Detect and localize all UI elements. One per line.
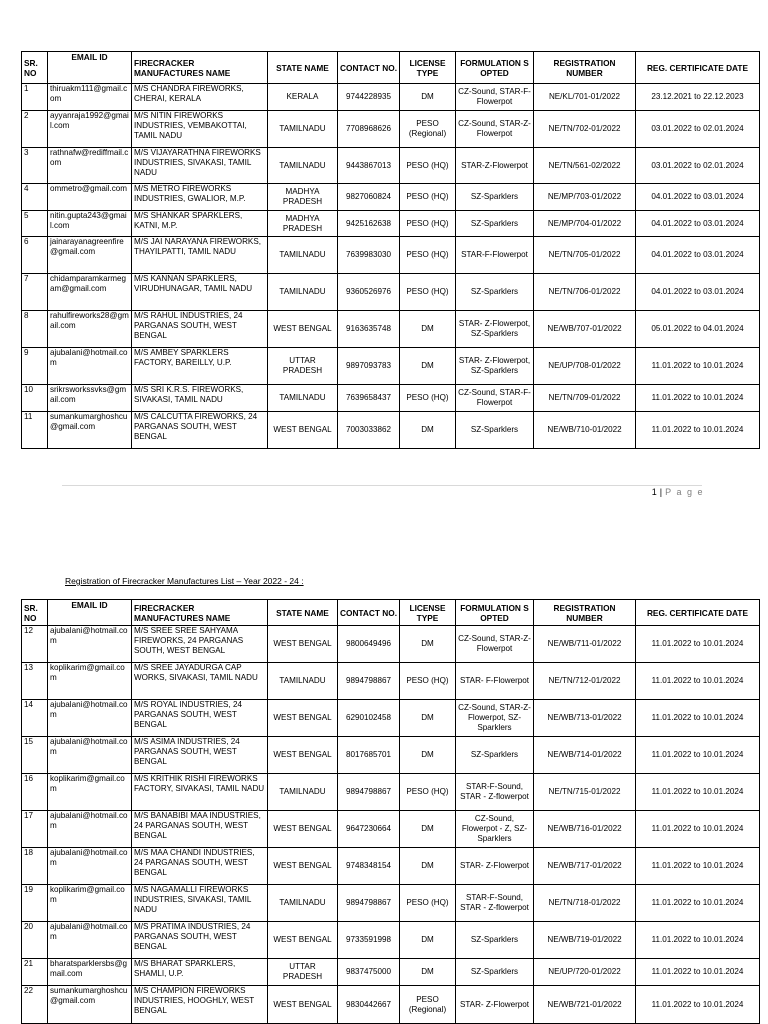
cell-sr: 13 — [22, 663, 48, 700]
cell-license: PESO (HQ) — [400, 774, 456, 811]
cell-contact: 7639658437 — [338, 385, 400, 412]
cell-certificate: 11.01.2022 to 10.01.2024 — [636, 737, 760, 774]
cell-manufacturer-name: M/S CHANDRA FIREWORKS, CHERAI, KERALA — [132, 84, 268, 111]
table-row — [22, 848, 760, 885]
cell-registration: NE/TN/705-01/2022 — [534, 237, 636, 274]
cell-formulation: STAR-F-Sound, STAR - Z-flowerpot — [456, 774, 534, 811]
cell-email: ajubalani@hotmail.com — [48, 737, 132, 774]
table-row — [22, 922, 760, 959]
cell-sr: 18 — [22, 848, 48, 885]
cell-email: ajubalani@hotmail.com — [48, 700, 132, 737]
table-row — [22, 348, 760, 385]
table-row — [22, 274, 760, 311]
cell-certificate: 03.01.2022 to 02.01.2024 — [636, 148, 760, 184]
cell-manufacturer-name: M/S KRITHIK RISHI FIREWORKS FACTORY, SIVAKASI, TAMIL NADU — [132, 774, 268, 811]
cell-contact: 6290102458 — [338, 700, 400, 737]
cell-formulation: STAR- F-Flowerpot — [456, 663, 534, 700]
cell-contact: 9830442667 — [338, 986, 400, 1024]
document-title: Registration of Firecracker Manufactures List – Year 2022 - 24 : — [65, 576, 304, 586]
cell-certificate: 11.01.2022 to 10.01.2024 — [636, 885, 760, 922]
cell-formulation: CZ-Sound, STAR-Z- Flowerpot — [456, 111, 534, 148]
table-row — [22, 700, 760, 737]
cell-registration: NE/WB/717-01/2022 — [534, 848, 636, 885]
cell-registration: NE/TN/712-01/2022 — [534, 663, 636, 700]
cell-registration: NE/TN/715-01/2022 — [534, 774, 636, 811]
cell-registration: NE/TN/709-01/2022 — [534, 385, 636, 412]
cell-manufacturer-name: M/S NAGAMALLI FIREWORKS INDUSTRIES, SIVAKASI, TAMIL NADU — [132, 885, 268, 922]
cell-manufacturer-name: M/S MAA CHANDI INDUSTRIES, 24 PARGANAS SOUTH, WEST BENGAL — [132, 848, 268, 885]
cell-email: srikrsworkssvks@gmail.com — [48, 385, 132, 412]
cell-state: TAMILNADU — [268, 111, 338, 148]
cell-registration: NE/WB/707-01/2022 — [534, 311, 636, 348]
cell-certificate: 11.01.2022 to 10.01.2024 — [636, 959, 760, 986]
cell-registration: NE/WB/716-01/2022 — [534, 811, 636, 848]
cell-registration: NE/WB/721-01/2022 — [534, 986, 636, 1024]
cell-registration: NE/TN/706-01/2022 — [534, 274, 636, 311]
cell-registration: NE/WB/719-01/2022 — [534, 922, 636, 959]
cell-sr: 1 — [22, 84, 48, 111]
cell-contact: 9894798867 — [338, 663, 400, 700]
cell-email: ajubalani@hotmail.com — [48, 348, 132, 385]
cell-formulation: SZ-Sparklers — [456, 211, 534, 237]
cell-registration: NE/UP/708-01/2022 — [534, 348, 636, 385]
cell-sr: 5 — [22, 211, 48, 237]
cell-state: WEST BENGAL — [268, 626, 338, 663]
cell-contact: 9425162638 — [338, 211, 400, 237]
cell-certificate: 04.01.2022 to 03.01.2024 — [636, 237, 760, 274]
cell-sr: 10 — [22, 385, 48, 412]
cell-manufacturer-name: M/S SHANKAR SPARKLERS, KATNI, M.P. — [132, 211, 268, 237]
cell-registration: NE/TN/561-02/2022 — [534, 148, 636, 184]
header-formulation: FORMULATION S OPTED — [456, 52, 534, 84]
cell-state: MADHYA PRADESH — [268, 211, 338, 237]
cell-manufacturer-name: M/S METRO FIREWORKS INDUSTRIES, GWALIOR, M.P. — [132, 184, 268, 211]
cell-formulation: CZ-Sound, STAR-F- Flowerpot — [456, 84, 534, 111]
cell-state: WEST BENGAL — [268, 922, 338, 959]
cell-manufacturer-name: M/S SREE JAYADURGA CAP WORKS, SIVAKASI, TAMIL NADU — [132, 663, 268, 700]
cell-license: PESO (HQ) — [400, 148, 456, 184]
cell-sr: 2 — [22, 111, 48, 148]
table-row — [22, 84, 760, 111]
cell-contact: 9360526976 — [338, 274, 400, 311]
cell-certificate: 03.01.2022 to 02.01.2024 — [636, 111, 760, 148]
table-row — [22, 774, 760, 811]
cell-license: DM — [400, 311, 456, 348]
cell-email: ajubalani@hotmail.com — [48, 922, 132, 959]
cell-sr: 19 — [22, 885, 48, 922]
cell-license: DM — [400, 737, 456, 774]
table-row — [22, 111, 760, 148]
table-row — [22, 211, 760, 237]
header-sr: SR. NO — [22, 52, 48, 84]
cell-license: DM — [400, 348, 456, 385]
cell-registration: NE/TN/702-01/2022 — [534, 111, 636, 148]
cell-email: thiruakm111@gmail.com — [48, 84, 132, 111]
table-row — [22, 885, 760, 922]
cell-manufacturer-name: M/S BHARAT SPARKLERS, SHAMLI, U.P. — [132, 959, 268, 986]
cell-sr: 12 — [22, 626, 48, 663]
cell-contact: 9744228935 — [338, 84, 400, 111]
cell-certificate: 04.01.2022 to 03.01.2024 — [636, 274, 760, 311]
cell-state: TAMILNADU — [268, 148, 338, 184]
header-name: FIRECRACKER MANUFACTURES NAME — [132, 600, 268, 626]
cell-manufacturer-name: M/S NITIN FIREWORKS INDUSTRIES, VEMBAKOTTAI, TAMIL NADU — [132, 111, 268, 148]
cell-contact: 7708968626 — [338, 111, 400, 148]
cell-formulation: CZ-Sound, STAR-Z-Flowerpot, SZ-Sparklers — [456, 700, 534, 737]
header-email: EMAIL ID — [48, 600, 132, 626]
cell-license: DM — [400, 922, 456, 959]
cell-license: PESO (HQ) — [400, 274, 456, 311]
page-gap — [0, 520, 768, 536]
header-formulation: FORMULATION S OPTED — [456, 600, 534, 626]
cell-license: DM — [400, 848, 456, 885]
cell-formulation: STAR- Z-Flowerpot — [456, 986, 534, 1024]
cell-contact: 7639983030 — [338, 237, 400, 274]
cell-formulation: SZ-Sparklers — [456, 737, 534, 774]
cell-state: WEST BENGAL — [268, 311, 338, 348]
cell-formulation: STAR-F-Flowerpot — [456, 237, 534, 274]
cell-email: koplikarim@gmail.com — [48, 663, 132, 700]
cell-certificate: 11.01.2022 to 10.01.2024 — [636, 986, 760, 1024]
cell-manufacturer-name: M/S PRATIMA INDUSTRIES, 24 PARGANAS SOUTH, WEST BENGAL — [132, 922, 268, 959]
cell-certificate: 11.01.2022 to 10.01.2024 — [636, 626, 760, 663]
header-contact: CONTACT NO. — [338, 52, 400, 84]
cell-registration: NE/TN/718-01/2022 — [534, 885, 636, 922]
cell-formulation: CZ-Sound, STAR-F- Flowerpot — [456, 385, 534, 412]
cell-sr: 7 — [22, 274, 48, 311]
header-state: STATE NAME — [268, 52, 338, 84]
page-number-separator: | — [659, 487, 663, 497]
cell-license: DM — [400, 412, 456, 449]
cell-state: WEST BENGAL — [268, 848, 338, 885]
cell-certificate: 11.01.2022 to 10.01.2024 — [636, 774, 760, 811]
cell-contact: 9894798867 — [338, 774, 400, 811]
cell-manufacturer-name: M/S RAHUL INDUSTRIES, 24 PARGANAS SOUTH, WEST BENGAL — [132, 311, 268, 348]
cell-manufacturer-name: M/S AMBEY SPARKLERS FACTORY, BAREILLY, U.P. — [132, 348, 268, 385]
cell-contact: 9443867013 — [338, 148, 400, 184]
cell-certificate: 04.01.2022 to 03.01.2024 — [636, 184, 760, 211]
table-row — [22, 412, 760, 449]
cell-registration: NE/KL/701-01/2022 — [534, 84, 636, 111]
cell-sr: 17 — [22, 811, 48, 848]
cell-registration: NE/WB/710-01/2022 — [534, 412, 636, 449]
cell-email: sumankumarghoshcu@gmail.com — [48, 412, 132, 449]
cell-state: TAMILNADU — [268, 663, 338, 700]
cell-formulation: STAR- Z-Flowerpot — [456, 848, 534, 885]
cell-license: PESO (Regional) — [400, 986, 456, 1024]
cell-email: chidamparamkarmegam@gmail.com — [48, 274, 132, 311]
cell-formulation: STAR-Z-Flowerpot — [456, 148, 534, 184]
cell-manufacturer-name: M/S SRI K.R.S. FIREWORKS, SIVAKASI, TAMIL NADU — [132, 385, 268, 412]
header-license: LICENSE TYPE — [400, 52, 456, 84]
page-number-value: 1 — [651, 487, 657, 497]
cell-contact: 9733591998 — [338, 922, 400, 959]
table-row — [22, 311, 760, 348]
cell-formulation: SZ-Sparklers — [456, 184, 534, 211]
registration-table-page-1 — [21, 51, 760, 449]
cell-manufacturer-name: M/S BANABIBI MAA INDUSTRIES, 24 PARGANAS SOUTH, WEST BENGAL — [132, 811, 268, 848]
cell-sr: 8 — [22, 311, 48, 348]
header-email: EMAIL ID — [48, 52, 132, 84]
cell-state: WEST BENGAL — [268, 412, 338, 449]
cell-manufacturer-name: M/S JAI NARAYANA FIREWORKS, THAYILPATTI, TAMIL NADU — [132, 237, 268, 274]
header-registration: REGISTRATION NUMBER — [534, 600, 636, 626]
cell-state: TAMILNADU — [268, 237, 338, 274]
table-header-row — [22, 52, 760, 84]
cell-contact: 9897093783 — [338, 348, 400, 385]
header-license: LICENSE TYPE — [400, 600, 456, 626]
cell-registration: NE/WB/713-01/2022 — [534, 700, 636, 737]
header-contact: CONTACT NO. — [338, 600, 400, 626]
cell-state: KERALA — [268, 84, 338, 111]
table-row — [22, 184, 760, 211]
cell-contact: 9163635748 — [338, 311, 400, 348]
table-row — [22, 737, 760, 774]
cell-state: UTTAR PRADESH — [268, 348, 338, 385]
cell-sr: 20 — [22, 922, 48, 959]
cell-formulation: STAR- Z-Flowerpot, SZ-Sparklers — [456, 348, 534, 385]
header-sr: SR. NO — [22, 600, 48, 626]
cell-contact: 8017685701 — [338, 737, 400, 774]
cell-email: ajubalani@hotmail.com — [48, 811, 132, 848]
cell-certificate: 11.01.2022 to 10.01.2024 — [636, 700, 760, 737]
cell-license: DM — [400, 959, 456, 986]
table-body-page-2 — [22, 626, 760, 1024]
header-certificate: REG. CERTIFICATE DATE — [636, 52, 760, 84]
cell-email: ommetro@gmail.com — [48, 184, 132, 211]
header-name: FIRECRACKER MANUFACTURES NAME — [132, 52, 268, 84]
cell-contact: 9894798867 — [338, 885, 400, 922]
cell-license: DM — [400, 84, 456, 111]
cell-license: PESO (HQ) — [400, 211, 456, 237]
cell-certificate: 05.01.2022 to 04.01.2024 — [636, 311, 760, 348]
cell-formulation: SZ-Sparklers — [456, 922, 534, 959]
cell-license: PESO (Regional) — [400, 111, 456, 148]
cell-certificate: 11.01.2022 to 10.01.2024 — [636, 412, 760, 449]
cell-formulation: CZ-Sound, STAR-Z-Flowerpot — [456, 626, 534, 663]
cell-manufacturer-name: M/S ROYAL INDUSTRIES, 24 PARGANAS SOUTH, WEST BENGAL — [132, 700, 268, 737]
cell-email: nitin.gupta243@gmail.com — [48, 211, 132, 237]
table-row — [22, 385, 760, 412]
cell-registration: NE/WB/714-01/2022 — [534, 737, 636, 774]
cell-manufacturer-name: M/S ASIMA INDUSTRIES, 24 PARGANAS SOUTH, WEST BENGAL — [132, 737, 268, 774]
header-state: STATE NAME — [268, 600, 338, 626]
cell-email: koplikarim@gmail.com — [48, 774, 132, 811]
cell-sr: 16 — [22, 774, 48, 811]
header-certificate: REG. CERTIFICATE DATE — [636, 600, 760, 626]
page-number — [652, 487, 704, 497]
cell-email: rathnafw@rediffmail.com — [48, 148, 132, 184]
cell-email: rahulfireworks28@gmail.com — [48, 311, 132, 348]
cell-contact: 7003033862 — [338, 412, 400, 449]
cell-certificate: 11.01.2022 to 10.01.2024 — [636, 848, 760, 885]
cell-manufacturer-name: M/S CALCUTTA FIREWORKS, 24 PARGANAS SOUTH, WEST BENGAL — [132, 412, 268, 449]
cell-registration: NE/MP/704-01/2022 — [534, 211, 636, 237]
cell-manufacturer-name: M/S SREE SREE SAHYAMA FIREWORKS, 24 PARGANAS SOUTH, WEST BENGAL — [132, 626, 268, 663]
cell-license: DM — [400, 811, 456, 848]
cell-state: WEST BENGAL — [268, 737, 338, 774]
cell-license: PESO (HQ) — [400, 184, 456, 211]
table-body-page-1 — [22, 84, 760, 449]
cell-email: koplikarim@gmail.com — [48, 885, 132, 922]
cell-certificate: 11.01.2022 to 10.01.2024 — [636, 348, 760, 385]
cell-state: TAMILNADU — [268, 885, 338, 922]
cell-email: ayyanraja1992@gmail.com — [48, 111, 132, 148]
cell-state: WEST BENGAL — [268, 700, 338, 737]
cell-state: TAMILNADU — [268, 274, 338, 311]
cell-state: MADHYA PRADESH — [268, 184, 338, 211]
cell-license: PESO (HQ) — [400, 663, 456, 700]
cell-sr: 21 — [22, 959, 48, 986]
cell-certificate: 11.01.2022 to 10.01.2024 — [636, 922, 760, 959]
table-row — [22, 959, 760, 986]
table-row — [22, 626, 760, 663]
cell-certificate: 04.01.2022 to 03.01.2024 — [636, 211, 760, 237]
cell-state: WEST BENGAL — [268, 811, 338, 848]
cell-email: sumankumarghoshcu@gmail.com — [48, 986, 132, 1024]
cell-manufacturer-name: M/S CHAMPION FIREWORKS INDUSTRIES, HOOGHLY, WEST BENGAL — [132, 986, 268, 1024]
cell-state: TAMILNADU — [268, 385, 338, 412]
cell-email: bharatsparklersbs@gmail.com — [48, 959, 132, 986]
cell-sr: 14 — [22, 700, 48, 737]
table-row — [22, 148, 760, 184]
cell-state: UTTAR PRADESH — [268, 959, 338, 986]
cell-license: PESO (HQ) — [400, 385, 456, 412]
table-row — [22, 811, 760, 848]
cell-email: jainarayanagreenfire@gmail.com — [48, 237, 132, 274]
cell-formulation: STAR-F-Sound, STAR - Z-flowerpot — [456, 885, 534, 922]
header-registration: REGISTRATION NUMBER — [534, 52, 636, 84]
cell-email: ajubalani@hotmail.com — [48, 848, 132, 885]
cell-sr: 15 — [22, 737, 48, 774]
cell-manufacturer-name: M/S VIJAYARATHNA FIREWORKS INDUSTRIES, SIVAKASI, TAMIL NADU — [132, 148, 268, 184]
cell-formulation: STAR- Z-Flowerpot, SZ-Sparklers — [456, 311, 534, 348]
cell-certificate: 23.12.2021 to 22.12.2023 — [636, 84, 760, 111]
cell-state: WEST BENGAL — [268, 986, 338, 1024]
table-row — [22, 986, 760, 1024]
cell-certificate: 11.01.2022 to 10.01.2024 — [636, 663, 760, 700]
table-row — [22, 663, 760, 700]
registration-table-page-2 — [21, 599, 760, 1024]
cell-sr: 11 — [22, 412, 48, 449]
cell-license: DM — [400, 700, 456, 737]
footer-rule — [62, 485, 702, 486]
cell-formulation: SZ-Sparklers — [456, 412, 534, 449]
cell-certificate: 11.01.2022 to 10.01.2024 — [636, 811, 760, 848]
cell-formulation: SZ-Sparklers — [456, 274, 534, 311]
cell-email: ajubalani@hotmail.com — [48, 626, 132, 663]
cell-contact: 9837475000 — [338, 959, 400, 986]
cell-contact: 9827060824 — [338, 184, 400, 211]
cell-state: TAMILNADU — [268, 774, 338, 811]
cell-registration: NE/WB/711-01/2022 — [534, 626, 636, 663]
cell-sr: 4 — [22, 184, 48, 211]
cell-license: PESO (HQ) — [400, 885, 456, 922]
table-header-row — [22, 600, 760, 626]
cell-formulation: SZ-Sparklers — [456, 959, 534, 986]
cell-license: PESO (HQ) — [400, 237, 456, 274]
cell-contact: 9647230664 — [338, 811, 400, 848]
cell-formulation: CZ-Sound, Flowerpot - Z, SZ-Sparklers — [456, 811, 534, 848]
cell-sr: 3 — [22, 148, 48, 184]
cell-contact: 9800649496 — [338, 626, 400, 663]
cell-sr: 22 — [22, 986, 48, 1024]
cell-manufacturer-name: M/S KANNAN SPARKLERS, VIRUDHUNAGAR, TAMIL NADU — [132, 274, 268, 311]
table-row — [22, 237, 760, 274]
cell-sr: 6 — [22, 237, 48, 274]
cell-license: DM — [400, 626, 456, 663]
page-word: P a g e — [665, 487, 704, 497]
cell-registration: NE/MP/703-01/2022 — [534, 184, 636, 211]
cell-certificate: 11.01.2022 to 10.01.2024 — [636, 385, 760, 412]
cell-sr: 9 — [22, 348, 48, 385]
cell-registration: NE/UP/720-01/2022 — [534, 959, 636, 986]
cell-contact: 9748348154 — [338, 848, 400, 885]
